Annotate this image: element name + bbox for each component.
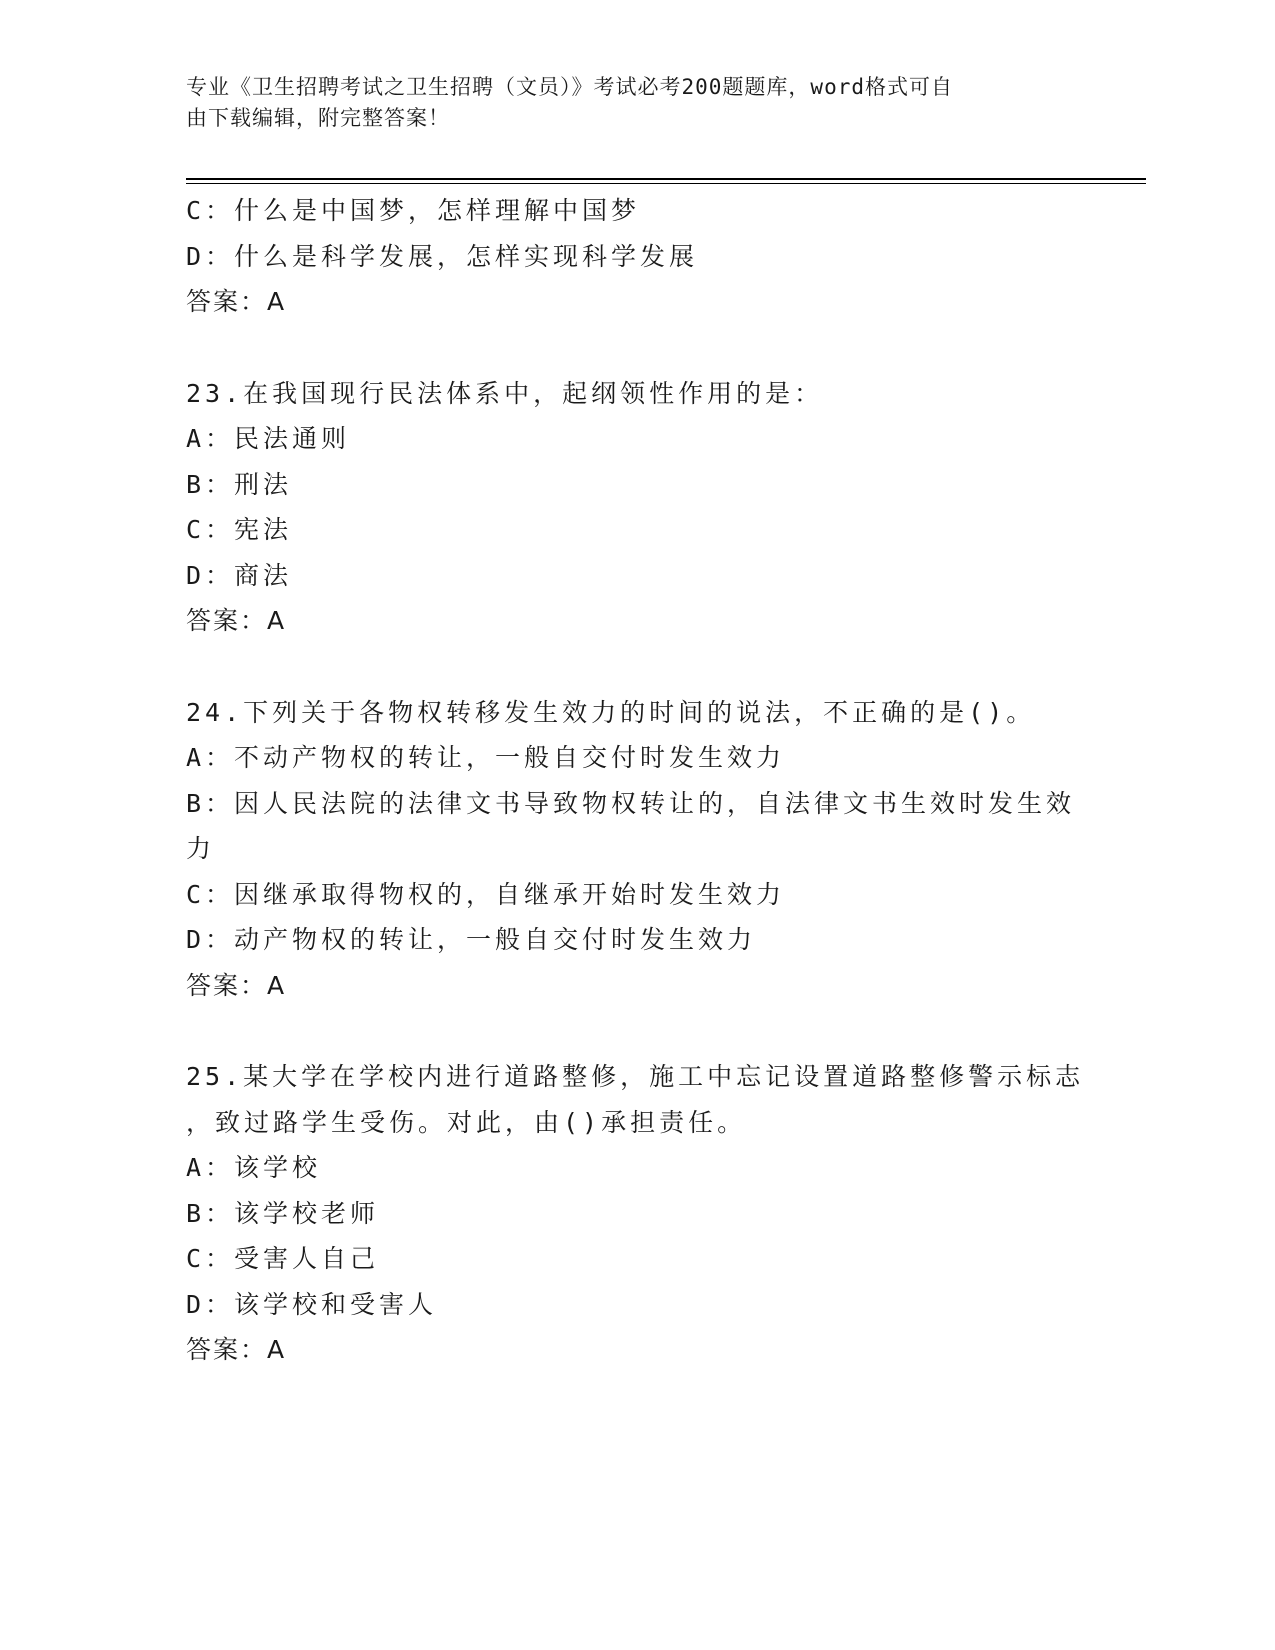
option-d: D：什么是科学发展，怎样实现科学发展	[186, 241, 699, 271]
answer: 答案：A	[186, 1335, 287, 1364]
answer: 答案：A	[186, 970, 287, 1000]
option-c: C：宪法	[186, 515, 293, 544]
option-a: A：民法通则	[186, 424, 351, 453]
option-b: B：刑法	[186, 469, 293, 499]
option-b: B：该学校老师	[186, 1198, 380, 1228]
option-d: D：动产物权的转让，一般自交付时发生效力	[186, 925, 757, 954]
answer: 答案：A	[186, 606, 287, 635]
spacer	[186, 325, 1086, 371]
option-c: C：受害人自己	[186, 1244, 380, 1273]
question-23-block	[186, 371, 1086, 644]
question-text: 24.下列关于各物权转移发生效力的时间的说法，不正确的是()。	[186, 697, 1036, 727]
question-list	[186, 188, 1086, 1373]
option-c: C：因继承取得物权的，自继承开始时发生效力	[186, 879, 786, 909]
question-24-block	[186, 690, 1086, 1009]
question-text-line-2: ，致过路学生受伤。对此，由()承担责任。	[186, 1107, 747, 1137]
question-22-block	[186, 188, 1086, 325]
option-b-line-2: 力	[186, 834, 216, 863]
document-header	[186, 72, 1086, 134]
spacer	[186, 1008, 1086, 1054]
header-divider-thick	[186, 178, 1146, 180]
option-d: D：商法	[186, 560, 293, 590]
spacer	[186, 644, 1086, 690]
question-25-block	[186, 1054, 1086, 1373]
header-divider-thin	[186, 183, 1146, 184]
question-text-line-1: 25.某大学在学校内进行道路整修，施工中忘记设置道路整修警示标志	[186, 1062, 1085, 1091]
option-b-line-1: B：因人民法院的法律文书导致物权转让的，自法律文书生效时发生效	[186, 788, 1076, 818]
option-c: C：什么是中国梦，怎样理解中国梦	[186, 196, 641, 225]
header-line-2: 由下载编辑，附完整答案！	[186, 106, 450, 130]
question-text: 23.在我国现行民法体系中，起纲领性作用的是：	[186, 378, 824, 408]
option-a: A：该学校	[186, 1153, 322, 1182]
option-d: D：该学校和受害人	[186, 1289, 438, 1319]
header-line-1: 专业《卫生招聘考试之卫生招聘（文员）》考试必考200题题库，word格式可自	[186, 75, 953, 99]
option-a: A：不动产物权的转让，一般自交付时发生效力	[186, 743, 786, 772]
answer: 答案：A	[186, 287, 287, 316]
